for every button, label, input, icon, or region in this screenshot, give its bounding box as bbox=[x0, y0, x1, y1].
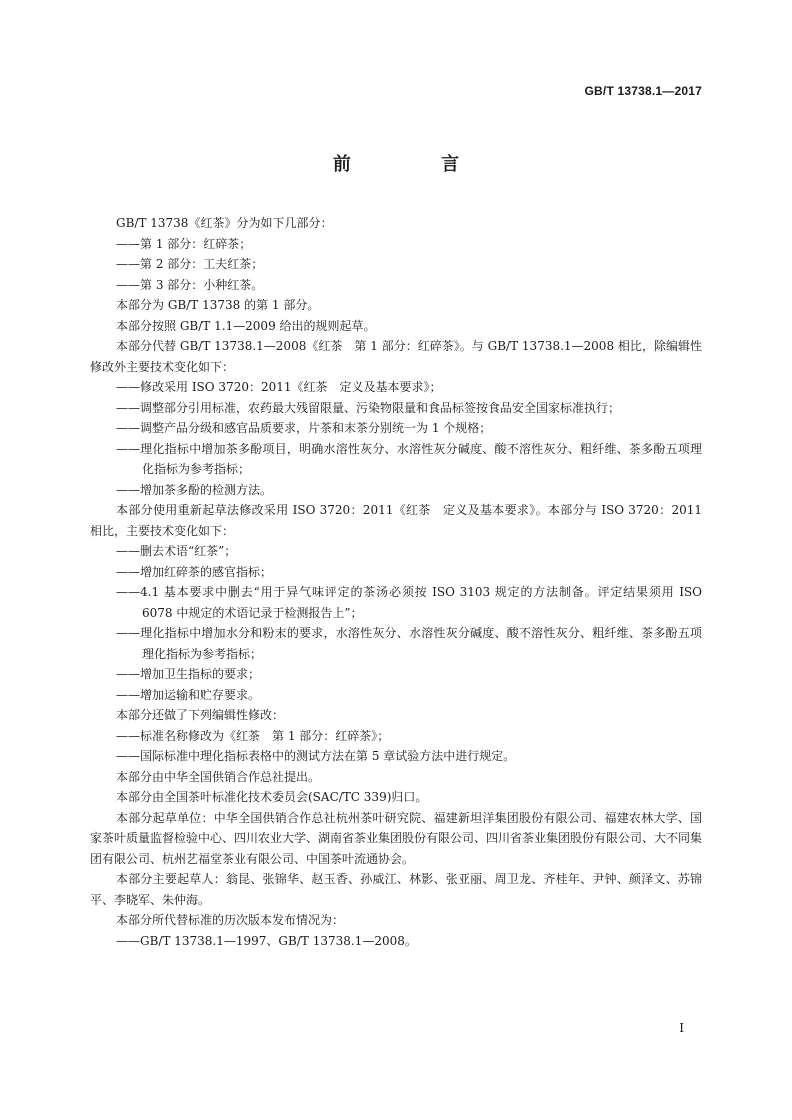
page-title: 前 言 bbox=[332, 154, 502, 175]
standard-code: GB/T 13738.1—2017 bbox=[584, 84, 702, 98]
list-item: ——修改采用 ISO 3720：2011《红茶 定义及基本要求》； bbox=[116, 380, 442, 394]
paragraph: 本部分使用重新起草法修改采用 ISO 3720：2011《红茶 定义及基本要求》。本部分与 ISO 3720：2011 相比，主要技术变化如下： bbox=[90, 503, 702, 538]
list-item: ——理化指标中增加茶多酚项目，明确水溶性灰分、水溶性灰分碱度、酸不溶性灰分、粗纤维、茶多酚五项理化指标为参考指标； bbox=[116, 441, 702, 476]
list-item: ——第 1 部分：红碎茶； bbox=[116, 236, 252, 251]
paragraph: 本部分代替 GB/T 13738.1—2008《红茶 第 1 部分：红碎茶》。与 GB/T 13738.1—2008 相比，除编辑性修改外主要技术变化如下： bbox=[90, 339, 702, 374]
list-item: ——4.1 基本要求中删去“用于异气味评定的茶汤必须按 ISO 3103 规定的方法制备。评定结果须用 ISO 6078 中规定的术语记录于检测报告上”； bbox=[116, 585, 702, 620]
list-item: ——理化指标中增加水分和粉末的要求，水溶性灰分、水溶性灰分碱度、酸不溶性灰分、粗纤维、茶多酚五项理化指标为参考指标； bbox=[116, 626, 702, 661]
paragraph: 本部分由全国茶叶标准化技术委员会(SAC/TC 339)归口。 bbox=[116, 790, 428, 804]
list-item: ——标准名称修改为《红茶 第 1 部分：红碎茶》； bbox=[116, 728, 390, 743]
list-item: ——GB/T 13738.1—1997、GB/T 13738.1—2008。 bbox=[116, 933, 417, 948]
list-item: ——增加运输和贮存要求。 bbox=[116, 687, 261, 702]
list-item: ——调整产品分级和感官品质要求，片茶和末茶分别统一为 1 个规格； bbox=[116, 421, 492, 435]
paragraph: GB/T 13738《红茶》分为如下几部分： bbox=[116, 216, 333, 230]
list-item: ——删去术语“红茶”； bbox=[116, 544, 237, 558]
paragraph: 本部分所代替标准的历次版本发布情况为： bbox=[116, 913, 345, 927]
list-item: ——增加茶多酚的检测方法。 bbox=[116, 482, 273, 497]
page-number: I bbox=[679, 1021, 684, 1035]
list-item: ——增加卫生指标的要求； bbox=[116, 667, 261, 681]
paragraph: 本部分起草单位：中华全国供销合作总社杭州茶叶研究院、福建新坦洋集团股份有限公司、福建农林大学、国家茶叶质量监督检验中心、四川农业大学、湖南省茶业集团股份有限公司、四川省茶业集团股份有限公司、大不同集团有限公司、杭州艺福堂茶业有限公司、中国茶叶流通协会。 bbox=[90, 810, 703, 866]
list-item: ——调整部分引用标准，农药最大残留限量、污染物限量和食品标签按食品安全国家标准执行； bbox=[116, 400, 621, 415]
list-item: ——国际标准中理化指标表格中的测试方法在第 5 章试验方法中进行规定。 bbox=[116, 749, 516, 763]
paragraph: 本部分由中华全国供销合作总社提出。 bbox=[116, 769, 321, 784]
paragraph: 本部分按照 GB/T 1.1—2009 给出的规则起草。 bbox=[116, 318, 376, 333]
foreword-body bbox=[90, 213, 702, 951]
paragraph: 本部分主要起草人：翁昆、张锦华、赵玉香、孙威江、林影、张亚丽、周卫龙、齐桂年、尹钟、颜泽文、苏锦平、李晓军、朱仲海。 bbox=[90, 872, 702, 907]
paragraph: 本部分为 GB/T 13738 的第 1 部分。 bbox=[116, 298, 320, 312]
paragraph: 本部分还做了下列编辑性修改： bbox=[116, 708, 285, 722]
list-item: ——第 2 部分：工夫红茶； bbox=[116, 257, 264, 271]
list-item: ——增加红碎茶的感官指标； bbox=[116, 564, 273, 579]
list-item: ——第 3 部分：小种红茶。 bbox=[116, 277, 264, 292]
